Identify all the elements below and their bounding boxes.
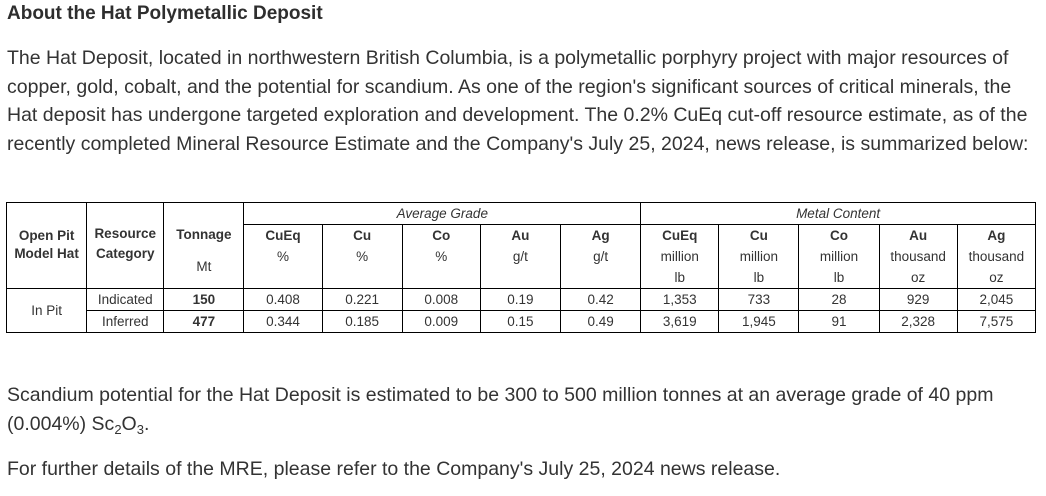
row-tonnage: 150 (164, 288, 244, 310)
grade-col-co: Co (402, 224, 480, 246)
metal-col-co: Co (799, 224, 879, 246)
scandium-text: Scandium potential for the Hat Deposit is estimated to be 300 to 500 million tonnes at an average grade of 40 ppm (0.004%) Sc (7, 384, 994, 435)
header-tonnage: Tonnage (164, 224, 244, 246)
header-open-pit-model-hat: Open Pit Model Hat (7, 203, 87, 289)
row-grade-cu: 0.221 (322, 288, 402, 310)
metal-unit2-au: oz (879, 267, 957, 289)
header-resource-category-top (87, 203, 164, 225)
grade-unit-ag: g/t (560, 246, 640, 267)
metal-unit2-cu: lb (719, 267, 799, 289)
header-metal-content: Metal Content (641, 203, 1036, 225)
row-metal-cueq: 1,353 (641, 288, 719, 310)
row-metal-co: 28 (799, 288, 879, 310)
grade-col-cueq: CuEq (244, 224, 322, 246)
row-metal-cu: 1,945 (719, 310, 799, 332)
metal-unit2-cueq: lb (641, 267, 719, 289)
metal-col-ag: Ag (957, 224, 1035, 246)
row-metal-cueq: 3,619 (641, 310, 719, 332)
resource-table-container (6, 202, 1036, 333)
header-tonnage-top (164, 203, 244, 225)
row-metal-ag: 2,045 (957, 288, 1035, 310)
header-average-grade: Average Grade (244, 203, 641, 225)
grade-unit-blank (402, 267, 480, 289)
row-grade-co: 0.008 (402, 288, 480, 310)
scandium-subscript-3: 3 (136, 421, 144, 437)
metal-unit1-au: thousand (879, 246, 957, 267)
grade-unit-cu: % (322, 246, 402, 267)
row-grade-cu: 0.185 (322, 310, 402, 332)
table-row (7, 310, 1036, 332)
grade-col-ag: Ag (560, 224, 640, 246)
further-details-paragraph: For further details of the MRE, please refer to the Company's July 25, 2024 news release. (7, 458, 781, 480)
scandium-oxygen: O (121, 412, 137, 435)
metal-col-cueq: CuEq (641, 224, 719, 246)
tonnage-unit: Mt (164, 246, 244, 289)
metal-unit2-ag: oz (957, 267, 1035, 289)
grade-unit-blank (322, 267, 402, 289)
grade-unit-au: g/t (480, 246, 560, 267)
resource-table (6, 202, 1036, 333)
grade-unit-blank (560, 267, 640, 289)
row-metal-co: 91 (799, 310, 879, 332)
metal-unit1-cueq: million (641, 246, 719, 267)
row-metal-au: 929 (879, 288, 957, 310)
row-metal-ag: 7,575 (957, 310, 1035, 332)
metal-unit1-cu: million (719, 246, 799, 267)
row-category: Indicated (87, 288, 164, 310)
row-tonnage: 477 (164, 310, 244, 332)
metal-col-au: Au (879, 224, 957, 246)
grade-unit-co: % (402, 246, 480, 267)
row-grade-cueq: 0.408 (244, 288, 322, 310)
grade-unit-cueq: % (244, 246, 322, 267)
row-metal-au: 2,328 (879, 310, 957, 332)
row-metal-cu: 733 (719, 288, 799, 310)
section-heading: About the Hat Polymetallic Deposit (7, 3, 323, 24)
row-grade-au: 0.15 (480, 310, 560, 332)
scandium-period: . (143, 412, 150, 435)
grade-col-cu: Cu (322, 224, 402, 246)
metal-unit1-co: million (799, 246, 879, 267)
intro-paragraph: The Hat Deposit, located in northwestern British Columbia, is a polymetallic porphyry project with major resources of copper, gold, cobalt, and the potential for scandium. As one of the region's significant sources of critical minerals, the Hat deposit has undergone targeted exploration and development. The 0.2% CuEq cut-off resource estimate, as of the recently completed Mineral Resource Estimate and the Company's July 25, 2024, news release, is summarized below: (7, 47, 1029, 155)
row-category: Inferred (87, 310, 164, 332)
scandium-paragraph (7, 381, 1037, 438)
grade-col-au: Au (480, 224, 560, 246)
metal-unit2-co: lb (799, 267, 879, 289)
table-row (7, 288, 1036, 310)
metal-unit1-ag: thousand (957, 246, 1035, 267)
header-resource-category: Resource Category (87, 224, 164, 288)
row-grade-ag: 0.49 (560, 310, 640, 332)
grade-unit-blank (480, 267, 560, 289)
row-grade-ag: 0.42 (560, 288, 640, 310)
metal-col-cu: Cu (719, 224, 799, 246)
row-grade-cueq: 0.344 (244, 310, 322, 332)
scandium-subscript-2: 2 (114, 421, 122, 437)
row-grade-au: 0.19 (480, 288, 560, 310)
grade-unit-blank (244, 267, 322, 289)
row-grade-co: 0.009 (402, 310, 480, 332)
pit-label: In Pit (7, 288, 87, 332)
